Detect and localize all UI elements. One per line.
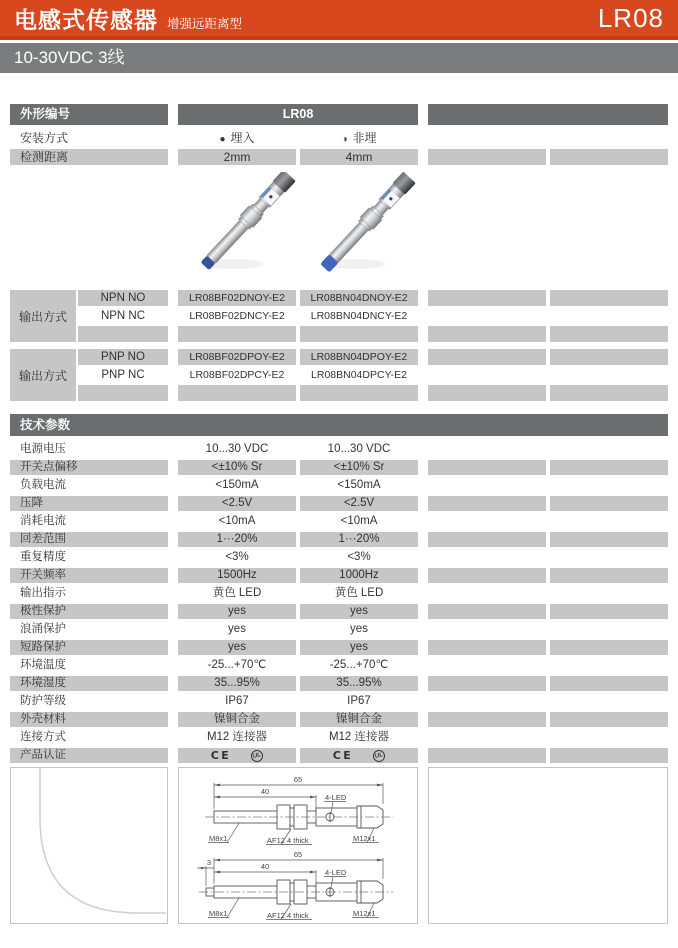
tech-params-header: 技术参数	[10, 414, 668, 436]
dim-tip-label: 3	[206, 857, 212, 867]
output-mode-label: PNP NO	[78, 349, 168, 365]
spec-value: yes	[228, 623, 246, 635]
spec-value: yes	[300, 640, 418, 655]
page-subtitle: 增强远距离型	[167, 16, 243, 31]
part-number-cell: LR08BN04DPCY-E2	[311, 369, 407, 381]
spec-value: <150mA	[337, 479, 381, 491]
output-row-empty	[76, 385, 668, 401]
ul-mark-icon: UL	[250, 748, 265, 763]
spec-row	[10, 460, 668, 475]
empty-cell	[550, 604, 668, 619]
empty-cell	[428, 478, 546, 493]
spec-row	[10, 550, 668, 565]
table-header-row	[10, 104, 668, 125]
spec-label: 电源电压	[20, 443, 66, 455]
nut-label: AF12 4 thick	[267, 835, 309, 845]
spec-value: IP67	[225, 695, 249, 707]
spec-value: <10mA	[218, 515, 256, 527]
spec-value: 1000Hz	[300, 568, 418, 583]
cert-row	[10, 748, 668, 763]
empty-cell	[550, 478, 668, 493]
spec-value: <3%	[347, 551, 371, 563]
empty-cell	[550, 349, 668, 365]
empty-cell	[550, 622, 668, 637]
distance-value: 4mm	[300, 149, 418, 165]
distance-empty-cell	[550, 149, 668, 165]
dimension-drawing-flush	[181, 771, 415, 846]
spec-label: 负载电流	[20, 479, 66, 491]
empty-cell	[428, 442, 546, 457]
photo-slot	[188, 172, 306, 282]
spec-value: <10mA	[340, 515, 378, 527]
product-photos	[178, 165, 668, 288]
output-type-cell: 输出方式	[10, 349, 76, 401]
spec-value: 35...95%	[178, 676, 296, 691]
spec-value: 10...30 VDC	[327, 443, 391, 455]
part-number-cell: LR08BF02DPCY-E2	[189, 369, 285, 381]
empty-cell	[550, 514, 668, 529]
ce-mark: CE	[210, 749, 232, 762]
spec-row	[10, 532, 668, 547]
spec-row	[10, 712, 668, 727]
part-number-cell: LR08BN04DNOY-E2	[300, 290, 418, 306]
spec-label: 回差范围	[10, 532, 168, 547]
empty-cell	[550, 586, 668, 601]
series-header: LR08	[178, 104, 418, 125]
distance-value: 2mm	[178, 149, 296, 165]
empty-cell	[550, 532, 668, 547]
empty-cell	[550, 676, 668, 691]
spec-value: M12 连接器	[206, 731, 268, 743]
spec-label: 极性保护	[10, 604, 168, 619]
empty-cell	[178, 385, 296, 401]
empty-cell	[428, 550, 546, 565]
empty-cell	[428, 532, 546, 547]
empty-cell	[300, 385, 418, 401]
model-number: LR08	[597, 2, 664, 33]
spec-row	[10, 658, 668, 673]
spec-row	[10, 442, 668, 457]
spec-label: 连接方式	[20, 731, 66, 743]
output-mode-label: NPN NO	[78, 290, 168, 306]
spec-value: 镍铜合金	[178, 712, 296, 727]
empty-cell	[550, 640, 668, 655]
empty-cell	[550, 550, 668, 565]
thread-size-label: M8x1	[209, 833, 228, 843]
spec-value: 黄色 LED	[334, 587, 384, 599]
product-photo-flush	[191, 172, 303, 282]
empty-cell	[550, 658, 668, 673]
spec-label: 外壳材料	[10, 712, 168, 727]
corner-curve	[11, 768, 167, 923]
part-number-cell: LR08BF02DNOY-E2	[178, 290, 296, 306]
connector-size-label: M12x1	[353, 833, 376, 843]
cert-cell	[300, 748, 418, 763]
dimension-drawing-nonflush	[181, 846, 415, 921]
spec-label: 压降	[10, 496, 168, 511]
empty-cell	[428, 730, 546, 745]
spec-value: 1···20%	[178, 532, 296, 547]
empty-cell	[550, 568, 668, 583]
spec-row	[10, 568, 668, 583]
selection-table	[10, 104, 668, 924]
spec-label: 开关点偏移	[10, 460, 168, 475]
spec-value: 镍铜合金	[300, 712, 418, 727]
spec-row	[10, 496, 668, 511]
empty-cell	[550, 326, 668, 342]
empty-cell	[78, 326, 168, 342]
distance-empty-cell	[428, 149, 546, 165]
empty-cell	[428, 640, 546, 655]
spec-row	[10, 676, 668, 691]
mount-row	[10, 130, 668, 146]
output-mode-label: NPN NC	[100, 310, 146, 322]
spec-row	[10, 694, 668, 709]
empty-cell	[550, 442, 668, 457]
ul-mark-icon: UL	[372, 748, 387, 763]
distance-row	[10, 149, 668, 165]
spec-label: 环境湿度	[10, 676, 168, 691]
voltage-text: 10-30VDC 3线	[14, 48, 125, 67]
empty-cell	[550, 290, 668, 306]
spec-label: 重复精度	[20, 551, 66, 563]
spec-value: yes	[300, 604, 418, 619]
spec-value: M12 连接器	[328, 731, 390, 743]
empty-cell	[550, 496, 668, 511]
series-header-empty	[428, 104, 668, 125]
empty-cell	[428, 694, 546, 709]
empty-cell	[428, 290, 546, 306]
photo-slot	[310, 172, 428, 282]
empty-cell	[428, 658, 546, 673]
empty-cell	[428, 326, 546, 342]
title-group	[14, 2, 242, 35]
spec-row	[10, 514, 668, 529]
header-bar	[0, 0, 678, 40]
spec-value: yes	[178, 604, 296, 619]
empty-cell	[300, 326, 418, 342]
bottom-boxes	[10, 767, 668, 924]
empty-cell	[428, 568, 546, 583]
spec-value: 10...30 VDC	[205, 443, 269, 455]
empty-cell	[428, 712, 546, 727]
led-label: 4-LED	[325, 792, 347, 802]
spec-label: 浪涌保护	[20, 623, 66, 635]
output-mode-label: PNP NC	[101, 369, 145, 381]
spec-value: 黄色 LED	[212, 587, 262, 599]
output-row	[76, 367, 668, 383]
spec-value: 35...95%	[300, 676, 418, 691]
empty-cell	[550, 748, 668, 763]
decorative-corner-box	[10, 767, 168, 924]
output-row	[76, 349, 668, 365]
spec-value: yes	[350, 623, 368, 635]
empty-cell	[178, 326, 296, 342]
spec-row	[10, 586, 668, 601]
spec-label: 开关频率	[10, 568, 168, 583]
spec-value: yes	[178, 640, 296, 655]
spec-value: <150mA	[215, 479, 259, 491]
output-block-pnp	[10, 349, 668, 401]
mount-option-text: 埋入	[230, 131, 255, 145]
spec-label: 短路保护	[10, 640, 168, 655]
product-photo-nonflush	[313, 172, 425, 282]
mount-label: 安装方式	[20, 131, 69, 145]
spec-value: -25...+70℃	[207, 659, 267, 671]
part-number-cell: LR08BF02DNCY-E2	[189, 310, 285, 322]
ce-mark: CE	[332, 749, 354, 762]
nut-label: AF12 4 thick	[267, 910, 309, 920]
spec-value: <±10% Sr	[300, 460, 418, 475]
empty-cell	[428, 460, 546, 475]
cert-label: 产品认证	[10, 748, 168, 763]
spec-row	[10, 478, 668, 493]
empty-cell	[550, 730, 668, 745]
voltage-bar	[0, 43, 678, 73]
empty-cell	[428, 514, 546, 529]
spec-row	[10, 604, 668, 619]
dim-thread-label: 40	[260, 861, 270, 871]
flush-circle-icon: ●	[219, 134, 226, 145]
spec-label: 输出指示	[20, 587, 66, 599]
spec-value: <±10% Sr	[178, 460, 296, 475]
empty-cell	[550, 712, 668, 727]
spec-label: 环境温度	[20, 659, 66, 671]
empty-cell	[550, 460, 668, 475]
page-title: 电感式传感器	[14, 6, 158, 33]
empty-cell	[428, 496, 546, 511]
thread-size-label: M8x1	[209, 908, 228, 918]
empty-cell	[428, 385, 546, 401]
empty-cell	[550, 385, 668, 401]
part-number-cell: LR08BF02DPOY-E2	[178, 349, 296, 365]
shape-code-header: 外形编号	[10, 104, 168, 125]
empty-cell	[428, 604, 546, 619]
spec-row	[10, 730, 668, 745]
spec-value: <3%	[225, 551, 249, 563]
spec-value: IP67	[347, 695, 371, 707]
spec-label: 消耗电流	[20, 515, 66, 527]
halfcircle-icon: ◑	[341, 134, 348, 145]
spec-value: 1···20%	[300, 532, 418, 547]
output-type-cell: 输出方式	[10, 290, 76, 342]
spec-row	[10, 622, 668, 637]
led-label: 4-LED	[325, 867, 347, 877]
empty-cell	[428, 586, 546, 601]
mount-option-text: 非埋	[352, 131, 377, 145]
empty-cell	[78, 385, 168, 401]
mount-option-flush	[178, 130, 296, 146]
output-row	[76, 290, 668, 306]
mount-option-nonflush	[300, 130, 418, 146]
empty-cell	[550, 694, 668, 709]
dim-thread-label: 40	[260, 786, 270, 796]
spec-value: <2.5V	[178, 496, 296, 511]
output-rows	[76, 290, 668, 342]
output-row	[76, 308, 668, 324]
part-number-cell: LR08BN04DNCY-E2	[310, 310, 408, 322]
spec-value: 1500Hz	[178, 568, 296, 583]
empty-box	[428, 767, 668, 924]
output-row-empty	[76, 326, 668, 342]
connector-size-label: M12x1	[353, 908, 376, 918]
spec-label: 防护等级	[20, 695, 66, 707]
empty-cell	[428, 622, 546, 637]
spec-row	[10, 640, 668, 655]
cert-cell	[178, 748, 296, 763]
spec-value: -25...+70℃	[329, 659, 389, 671]
dimension-drawings-box	[178, 767, 418, 924]
output-block-npn	[10, 290, 668, 342]
dim-total-label: 65	[293, 774, 303, 784]
distance-label: 检测距离	[10, 149, 168, 165]
dim-total-label: 65	[293, 849, 303, 859]
empty-cell	[428, 676, 546, 691]
empty-cell	[428, 349, 546, 365]
spec-value: <2.5V	[300, 496, 418, 511]
part-number-cell: LR08BN04DPOY-E2	[300, 349, 418, 365]
output-rows	[76, 349, 668, 401]
empty-cell	[428, 748, 546, 763]
